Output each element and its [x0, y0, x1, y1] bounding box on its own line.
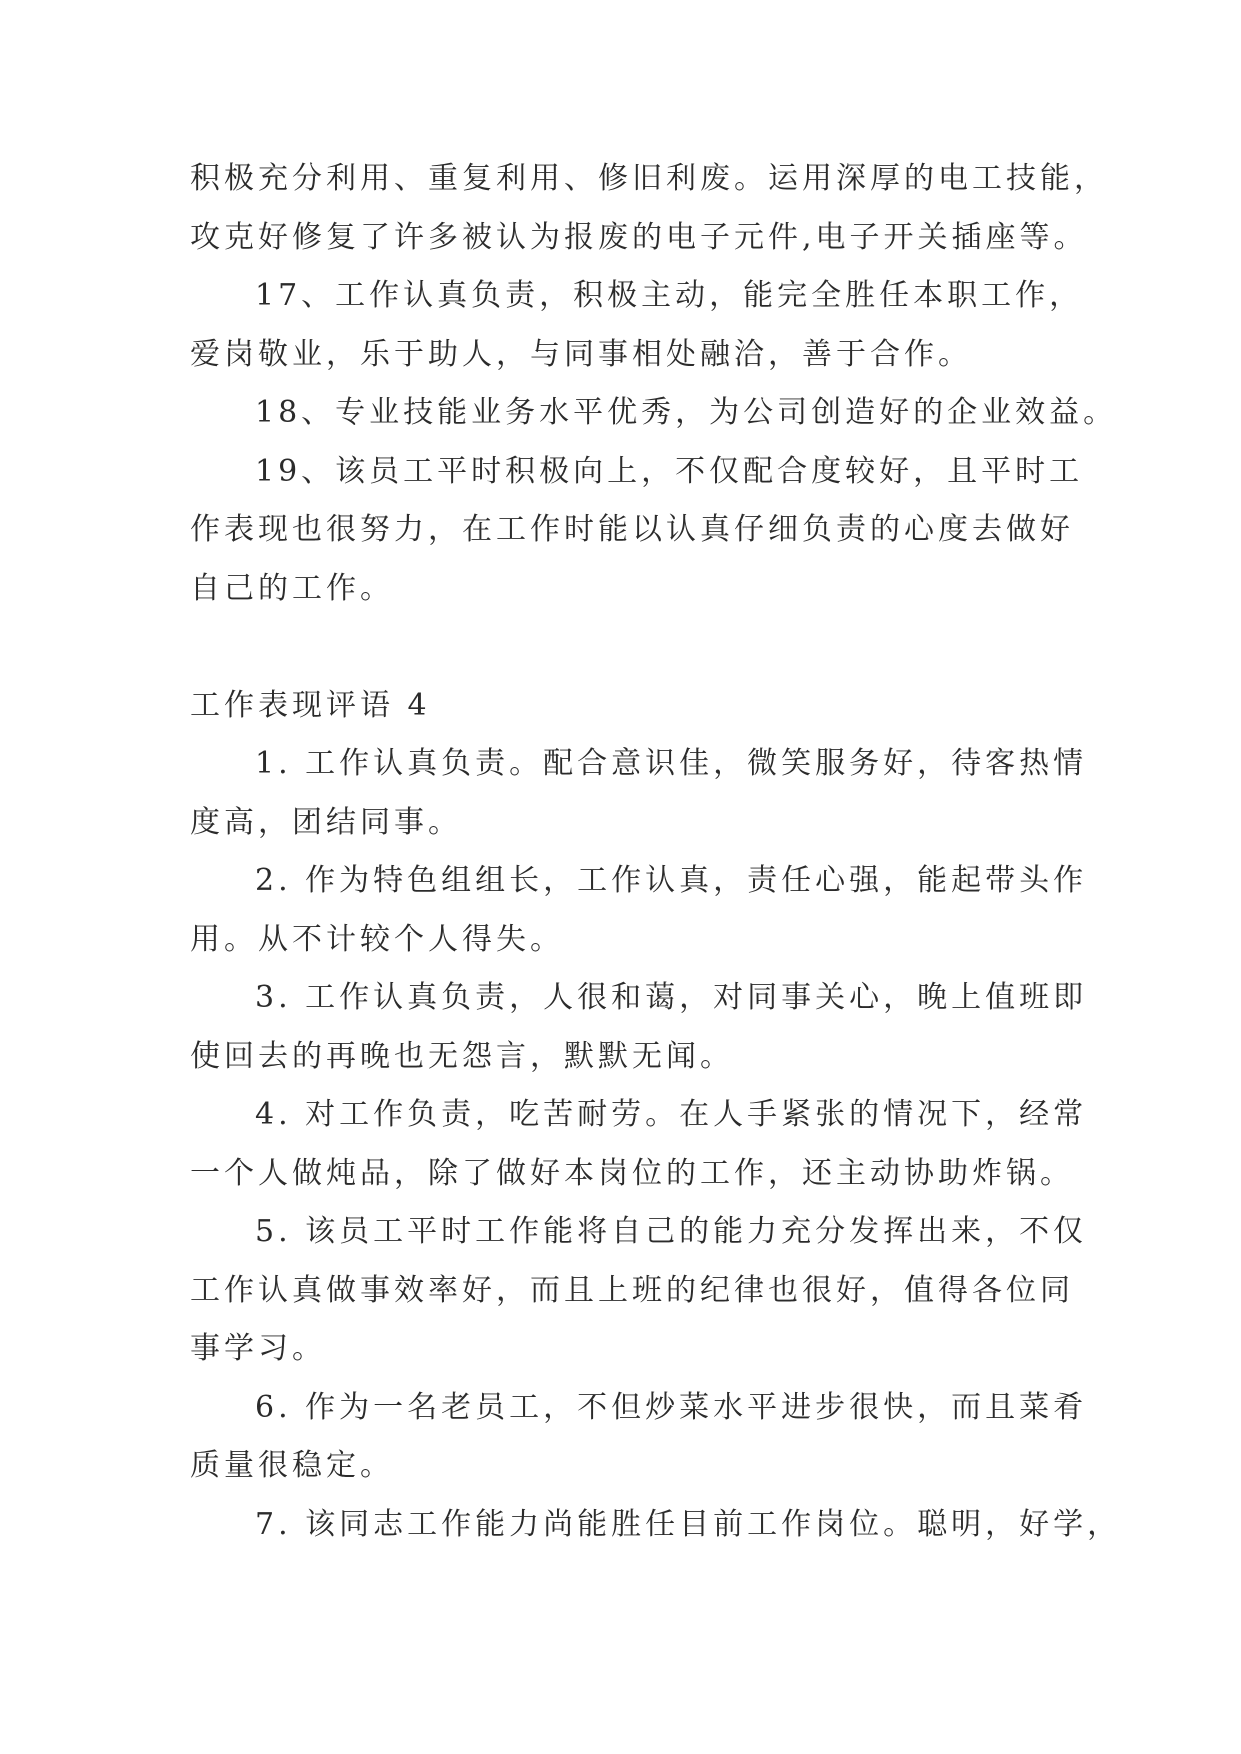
item-4-line-1: 4. 对工作负责，吃苦耐劳。在人手紧张的情况下，经常	[255, 1097, 1088, 1132]
item-2-line-2: 用。从不计较个人得失。	[190, 921, 564, 957]
item-1-line-1: 1. 工作认真负责。配合意识佳，微笑服务好，待客热情	[255, 746, 1088, 781]
item-17-line-1: 17、工作认真负责，积极主动，能完全胜任本职工作，	[255, 278, 1084, 313]
item-17-line-2: 爱岗敬业，乐于助人，与同事相处融洽，善于合作。	[190, 336, 972, 372]
section-spacer	[190, 618, 1070, 677]
item-3-line-1: 3. 工作认真负责，人很和蔼，对同事关心，晚上值班即	[255, 980, 1088, 1015]
item-6-line-1: 6. 作为一名老员工，不但炒菜水平进步很快，而且菜肴	[255, 1389, 1088, 1425]
document-page	[190, 150, 1122, 1554]
item-4-line-2: 一个人做炖品，除了做好本岗位的工作，还主动协助炸锅。	[190, 1155, 1074, 1191]
item-3-line-2: 使回去的再晚也无怨言，默默无闻。	[190, 1038, 734, 1074]
paragraph-line: 攻克好修复了许多被认为报废的电子元件,电子开关插座等。	[190, 219, 1088, 255]
item-6-line-2: 质量很稳定。	[190, 1448, 394, 1483]
item-5-line-3: 事学习。	[190, 1331, 326, 1366]
section-heading: 工作表现评语 4	[190, 687, 431, 723]
item-2-line-1: 2. 作为特色组组长，工作认真，责任心强，能起带头作	[255, 863, 1088, 898]
item-19-line-3: 自己的工作。	[190, 570, 394, 606]
paragraph-line: 积极充分利用、重复利用、修旧利废。运用深厚的电工技能，	[190, 161, 1108, 196]
item-7-line-1: 7. 该同志工作能力尚能胜任目前工作岗位。聪明，好学，	[255, 1506, 1122, 1542]
item-1-line-2: 度高，团结同事。	[190, 804, 462, 840]
item-5-line-1: 5. 该员工平时工作能将自己的能力充分发挥出来，不仅	[255, 1214, 1088, 1249]
item-18-line-1: 18、专业技能业务水平优秀，为公司创造好的企业效益。	[255, 395, 1118, 430]
item-19-line-1: 19、该员工平时积极向上，不仅配合度较好，且平时工	[255, 453, 1084, 489]
item-19-line-2: 作表现也很努力，在工作时能以认真仔细负责的心度去做好	[190, 512, 1074, 547]
item-5-line-2: 工作认真做事效率好，而且上班的纪律也很好，值得各位同	[190, 1272, 1074, 1308]
